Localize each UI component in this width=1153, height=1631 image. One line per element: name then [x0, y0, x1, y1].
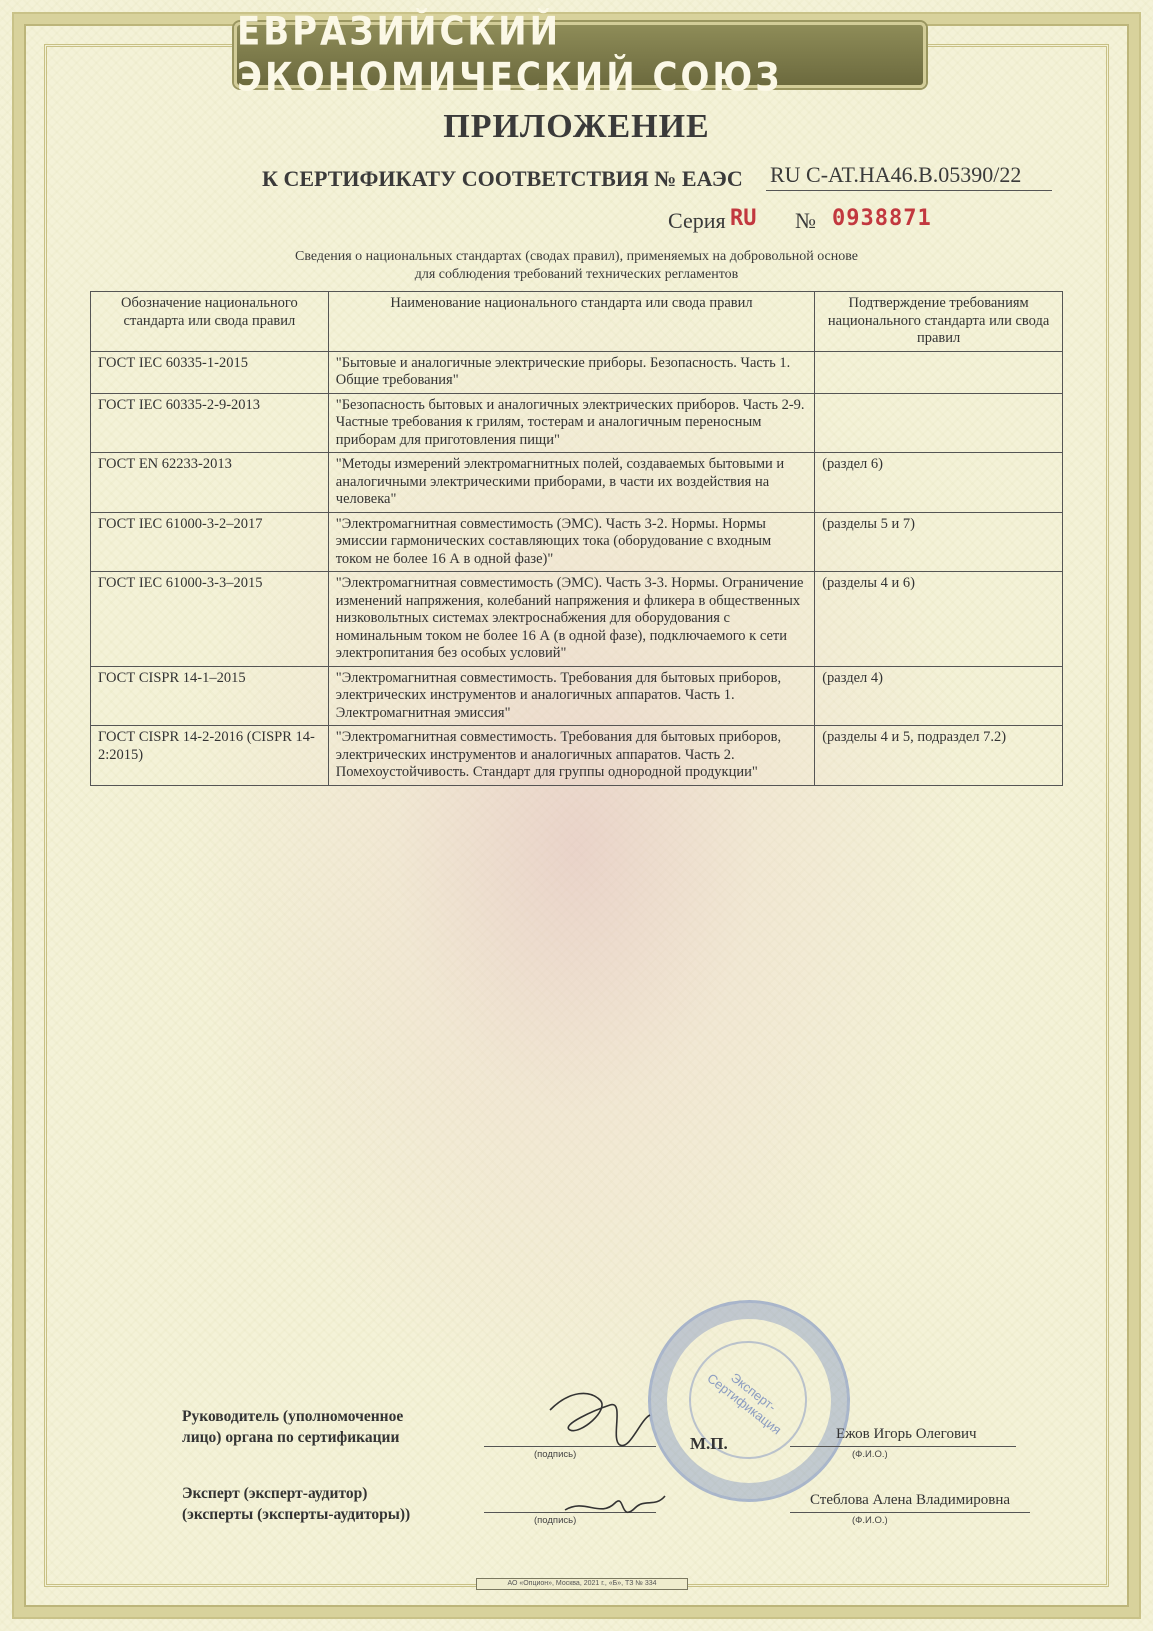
standard-name: "Электромагнитная совместимость. Требования для бытовых приборов, электрических инструментов и аналогичных аппаратов. Часть 1. Электромагнитная эмиссия" [328, 666, 814, 726]
standard-name: "Методы измерений электромагнитных полей, создаваемых бытовыми и аналогичными электрическими приборами, в части их воздействия на человека" [328, 453, 814, 513]
form-number-value: 0938871 [832, 206, 932, 231]
header-name: Наименование национального стандарта или свода правил [328, 292, 814, 352]
header-confirmation: Подтверждение требованиям национального стандарта или свода правил [815, 292, 1063, 352]
expert-role-line: (эксперты (эксперты-аудиторы)) [182, 1506, 411, 1523]
mp-label: М.П. [690, 1434, 728, 1453]
expert-name: Стеблова Алена Владимировна [810, 1492, 1011, 1508]
expert-role-line: Эксперт (эксперт-аудитор) [182, 1485, 368, 1502]
head-role [182, 1406, 403, 1448]
expert-signature-icon [560, 1478, 670, 1528]
header-code: Обозначение национального стандарта или свода правил [91, 292, 329, 352]
table-row [91, 351, 1063, 393]
table-row [91, 666, 1063, 726]
intro-line: Сведения о национальных стандартах (сводах правил), применяемых на добровольной основе [295, 249, 858, 264]
standard-name: "Бытовые и аналогичные электрические приборы. Безопасность. Часть 1. Общие требования" [328, 351, 814, 393]
head-name-line [790, 1446, 1016, 1447]
head-role-line: лицо) органа по сертификации [182, 1429, 400, 1446]
standard-confirmation: (раздел 4) [815, 666, 1063, 726]
intro-text [90, 248, 1063, 284]
standard-name: "Электромагнитная совместимость (ЭМС). Часть 3-3. Нормы. Ограничение изменений напряжения, колебаний напряжения и фликера в общественных низковольтных системах электроснабжения для оборудования с номинальным током не более 16 А (в одной фазе), подключаемого к сети электропитания без особых условий" [328, 572, 814, 667]
page-title: ПРИЛОЖЕНИЕ [443, 108, 710, 145]
standard-name: "Электромагнитная совместимость. Требования для бытовых приборов, электрических инструментов и аналогичных аппаратов. Часть 2. Помехоустойчивость. Стандарт для группы однородной продукции" [328, 726, 814, 786]
table-header-row [91, 292, 1063, 352]
standard-confirmation [815, 393, 1063, 453]
head-name: Ежов Игорь Олегович [836, 1426, 977, 1442]
table-row [91, 726, 1063, 786]
standard-confirmation: (разделы 4 и 5, подраздел 7.2) [815, 726, 1063, 786]
series-label: Серия [668, 208, 726, 233]
round-seal-stamp [648, 1300, 850, 1502]
standard-code: ГОСТ IEC 61000-3-3–2015 [91, 572, 329, 667]
printer-imprint: АО «Опцион», Москва, 2021 г., «Б», ТЗ № 334 [476, 1578, 688, 1590]
standard-code: ГОСТ CISPR 14-1–2015 [91, 666, 329, 726]
certificate-number-underline [766, 190, 1052, 191]
union-banner [234, 9, 926, 101]
certificate-number: RU C-AT.HA46.B.05390/22 [770, 162, 1022, 187]
standard-name: "Безопасность бытовых и аналогичных электрических приборов. Часть 2-9. Частные требования к грилям, тостерам и аналогичным переносным приборам для приготовления пищи" [328, 393, 814, 453]
standard-code: ГОСТ CISPR 14-2-2016 (CISPR 14-2:2015) [91, 726, 329, 786]
certificate-label: К СЕРТИФИКАТУ СООТВЕТСТВИЯ № ЕАЭС [262, 166, 743, 191]
expert-role [182, 1483, 410, 1525]
standards-table [90, 291, 1063, 786]
standard-confirmation: (разделы 5 и 7) [815, 512, 1063, 572]
head-fio-caption: (Ф.И.О.) [852, 1449, 888, 1460]
seal-text: Эксперт-Сертификация [704, 1369, 785, 1438]
head-signature-caption: (подпись) [534, 1449, 577, 1460]
expert-signature-caption: (подпись) [534, 1515, 577, 1526]
standard-confirmation: (раздел 6) [815, 453, 1063, 513]
table-row [91, 572, 1063, 667]
standard-code: ГОСТ IEC 60335-2-9-2013 [91, 393, 329, 453]
table-row [91, 453, 1063, 513]
banner-text: ЕВРАЗИЙСКИЙ ЭКОНОМИЧЕСКИЙ СОЮЗ [237, 9, 783, 101]
expert-fio-caption: (Ф.И.О.) [852, 1515, 888, 1526]
table-row [91, 512, 1063, 572]
standard-confirmation [815, 351, 1063, 393]
expert-name-line [790, 1512, 1030, 1513]
table-row [91, 393, 1063, 453]
standard-code: ГОСТ IEC 60335-1-2015 [91, 351, 329, 393]
standard-name: "Электромагнитная совместимость (ЭМС). Часть 3-2. Нормы. Нормы эмиссии гармонических составляющих тока (оборудование с входным током не более 16 А в одной фазе)" [328, 512, 814, 572]
head-role-line: Руководитель (уполномоченное [182, 1408, 404, 1425]
standard-confirmation: (разделы 4 и 6) [815, 572, 1063, 667]
standard-code: ГОСТ IEC 61000-3-2–2017 [91, 512, 329, 572]
head-signature-icon [540, 1380, 660, 1450]
form-number-label: № [795, 208, 816, 233]
series-value: RU [730, 206, 757, 231]
intro-line: для соблюдения требований технических регламентов [414, 267, 739, 282]
standard-code: ГОСТ EN 62233-2013 [91, 453, 329, 513]
